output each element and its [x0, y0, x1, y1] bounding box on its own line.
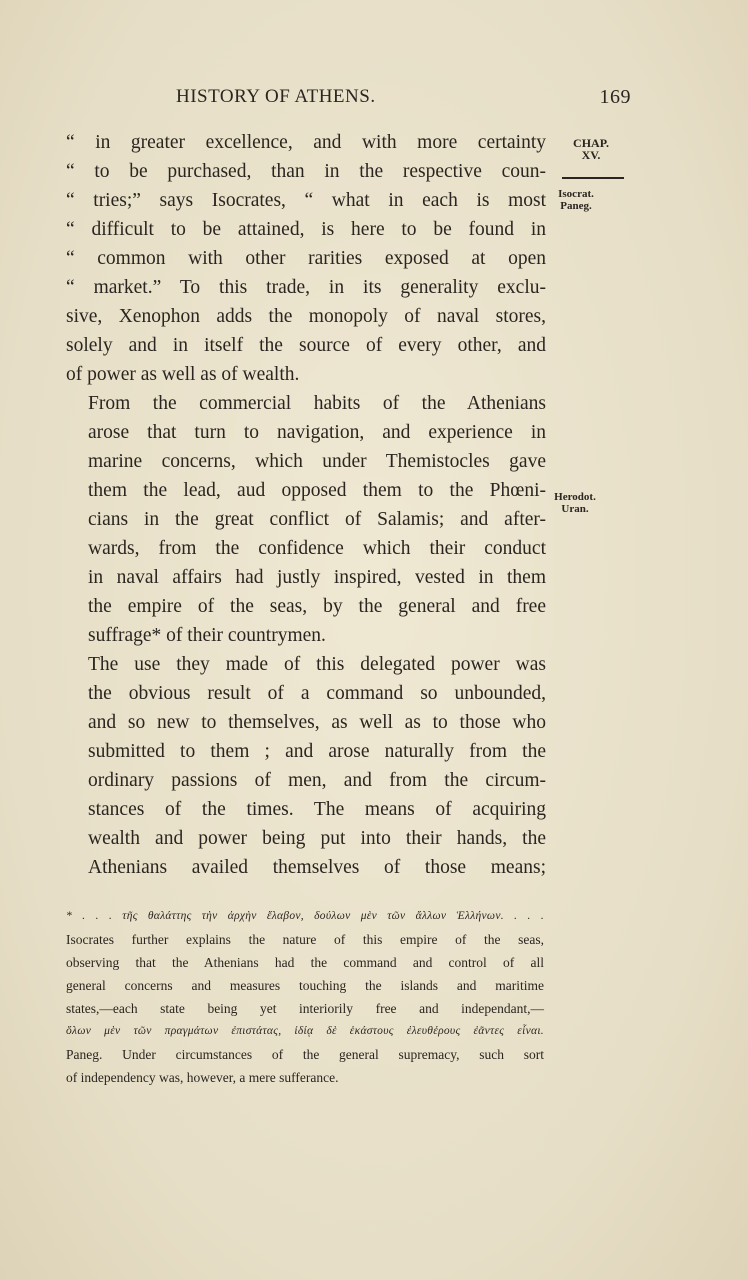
text-line: the obvious result of a command so unbounded,: [88, 683, 546, 704]
footnote-line: Paneg. Under circumstances of the general supremacy, such sort: [66, 1047, 544, 1062]
text-line: “ in greater excellence, and with more certainty: [66, 132, 546, 153]
text-line: sive, Xenophon adds the monopoly of naval stores,: [66, 306, 546, 327]
footnote: [66, 905, 544, 1089]
text-line: in naval affairs had justly inspired, vested in them: [88, 567, 546, 588]
margin-note-isocrat-line2: Paneg.: [560, 200, 592, 212]
footnote-greek-line: ὅλων μὲν τῶν πραγμάτων ἐπιστάτας, ἰδίᾳ δὲ ἑκάστους ἐλευθέρους ἐᾶντες εἶναι.: [66, 1025, 544, 1037]
text-line: “ common with other rarities exposed at open: [66, 248, 546, 269]
margin-note-chapter: [563, 137, 619, 161]
text-line: arose that turn to navigation, and experience in: [88, 422, 546, 443]
text-line: “ tries;” says Isocrates, “ what in each is most: [66, 190, 546, 211]
footnote-line: of independency was, however, a mere sufferance.: [66, 1070, 339, 1085]
text-line: marine concerns, which under Themistocles gave: [88, 451, 546, 472]
running-title: HISTORY OF ATHENS.: [176, 86, 376, 107]
chapter-label: CHAP.: [573, 136, 609, 150]
text-line: From the commercial habits of the Athenians: [88, 393, 546, 414]
margin-note-herodot: [548, 491, 602, 515]
text-line: “ to be purchased, than in the respective coun-: [66, 161, 546, 182]
paragraph-1: [66, 128, 546, 389]
text-line: wealth and power being put into their hands, the: [88, 828, 546, 849]
body-text: [66, 128, 546, 882]
margin-note-herodot-line2: Uran.: [561, 503, 589, 515]
footnote-line: observing that the Athenians had the command and control of all: [66, 955, 544, 970]
footnote-line: Isocrates further explains the nature of this empire of the seas,: [66, 932, 544, 947]
chapter-number: XV.: [581, 148, 601, 162]
text-line: solely and in itself the source of every other, and: [66, 335, 546, 356]
footnote-line: general concerns and measures touching the islands and maritime: [66, 978, 544, 993]
text-line: of power as well as of wealth.: [66, 364, 300, 385]
paragraph-3: [66, 650, 546, 882]
text-line: submitted to them ; and arose naturally from the: [88, 741, 546, 762]
text-line: wards, from the confidence which their conduct: [88, 538, 546, 559]
margin-note-isocrat: [551, 188, 601, 212]
text-line: ordinary passions of men, and from the circum-: [88, 770, 546, 791]
text-line: The use they made of this delegated power was: [88, 654, 546, 675]
paragraph-2: [66, 389, 546, 650]
text-line: and so new to themselves, as well as to those who: [88, 712, 546, 733]
chapter-rule: [562, 177, 624, 179]
text-line: cians in the great conflict of Salamis; and after-: [88, 509, 546, 530]
text-line: stances of the times. The means of acquiring: [88, 799, 546, 820]
text-line: “ difficult to be attained, is here to be found in: [66, 219, 546, 240]
text-line: suffrage* of their countrymen.: [88, 625, 326, 646]
footnote-greek-line: * . . . τῆς θαλάττης τὴν ἀρχὴν ἔλαβον, δούλων μὲν τῶν ἄλλων Ἑλλήνων. . . .: [66, 910, 544, 922]
text-line: them the lead, aud opposed them to the Phœni-: [88, 480, 546, 501]
footnote-line: states,—each state being yet interiorily free and independant,—: [66, 1001, 544, 1016]
text-line: the empire of the seas, by the general and free: [88, 596, 546, 617]
margin-note-herodot-line1: Herodot.: [554, 491, 596, 503]
text-line: “ market.” To this trade, in its generality exclu-: [66, 277, 546, 298]
margin-note-isocrat-line1: Isocrat.: [558, 188, 594, 200]
page-number: 169: [599, 86, 631, 108]
text-line: Athenians availed themselves of those means;: [88, 857, 546, 878]
